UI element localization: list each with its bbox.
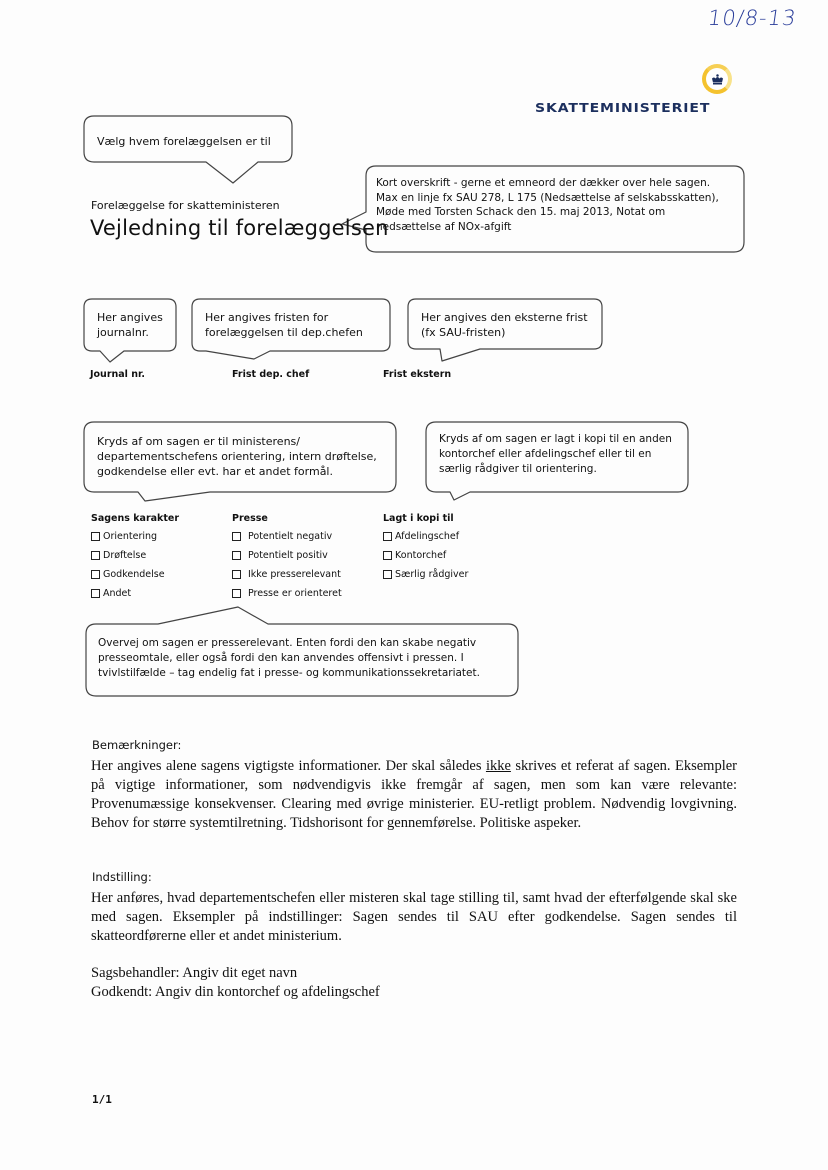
checkbox-godkendelse[interactable] [91,565,179,584]
document-title: Vejledning til forelæggelsen [90,216,389,240]
checkbox-box[interactable] [232,532,241,541]
checkbox-box[interactable] [383,570,392,579]
checkbox-afdelingschef[interactable] [383,527,468,546]
callout-journal-line: Her angives [97,311,163,324]
checkbox-box[interactable] [91,589,100,598]
checkbox-box[interactable] [91,570,100,579]
callout-press-line: presseomtale, eller også fordi den kan anvendes offensivt i pressen. I [98,652,464,664]
callout-journal [97,310,163,340]
callout-character [97,434,377,479]
checkbox-label: Afdelingschef [395,531,460,542]
checkbox-group-heading: Sagens karakter [91,513,180,524]
callout-copy-line: særlig rådgiver til orientering. [439,463,597,475]
checkbox-label: Andet [103,588,132,599]
remarks-emphasis: ikke [485,758,511,774]
remarks-heading: Bemærkninger: [92,738,182,752]
case-officer-line: Sagsbehandler: Angiv dit eget navn [91,965,298,981]
checkbox-group-character [91,513,179,603]
remarks-text: Her angives alene sagens vigtigste informationer. Der skal således [91,758,486,774]
checkbox-group-heading: Lagt i kopi til [383,513,454,524]
field-label-deadline-ext: Frist ekstern [383,369,452,380]
callout-deadline-dep-line: Her angives fristen for [205,311,329,324]
callout-heading [376,176,719,234]
checkbox-ikke-presserelevant[interactable] [232,565,342,584]
checkbox-group-copy [383,513,468,584]
remarks-body [91,757,737,833]
callout-deadline-ext [421,310,588,340]
checkbox-box[interactable] [232,589,241,598]
checkbox-label: Kontorchef [395,550,447,561]
callout-press-line: Overvej om sagen er presserelevant. Enten fordi den kan skabe negativ [98,637,477,649]
checkbox-presse-orienteret[interactable] [232,584,342,603]
checkbox-box[interactable] [232,551,241,560]
checkbox-label: Orientering [103,531,158,542]
ministry-logo-text: SKATTEMINISTERIET [535,100,711,115]
callout-deadline-ext-line: Her angives den eksterne frist [421,311,588,324]
checkbox-label: Godkendelse [103,569,165,580]
checkbox-box[interactable] [91,532,100,541]
checkbox-box[interactable] [383,532,392,541]
checkbox-box[interactable] [91,551,100,560]
checkbox-label: Potentielt positiv [248,550,328,561]
checkbox-label: Potentielt negativ [248,531,333,542]
callout-deadline-ext-line: (fx SAU-fristen) [421,326,506,339]
checkbox-saerlig-raadgiver[interactable] [383,565,468,584]
checkbox-label: Ikke presserelevant [248,569,341,580]
callout-character-line: godkendelse eller evt. har et andet formål. [97,465,333,478]
checkbox-kontorchef[interactable] [383,546,468,565]
approved-line: Godkendt: Angiv din kontorchef og afdelingschef [91,984,380,1000]
page-number: 1/1 [92,1093,112,1106]
recommendation-body: Her anføres, hvad departementschefen eller misteren skal tage stilling til, samt hvad der efterfølgende skal ske med sagen. Eksempler på indstillinger: Sagen sendes til SAU efter godkendelse. Sagen sendes til skatteordførerne eller et andet ministerium. [91,890,737,944]
checkbox-label: Drøftelse [103,550,147,561]
checkbox-potentielt-negativ[interactable] [232,527,342,546]
field-label-deadline-dep: Frist dep. chef [232,369,310,380]
checkbox-potentielt-positiv[interactable] [232,546,342,565]
callout-deadline-dep-line: forelæggelsen til dep.chefen [205,326,363,339]
callout-character-line: departementschefens orientering, intern drøftelse, [97,450,377,463]
callout-press [98,636,480,681]
checkbox-label: Særlig rådgiver [395,569,469,580]
remarks-text: skrives et referat af sagen. Eksempler på vigtige informationer, som nødvendigvis ikke fremgår af sagen, men som kan være relevante: Provenumæssige konsekvenser. Clearing med øvrige ministerier. EU-retligt problem. Nødvendig lovgivning. Behov for større systemtilretning. Tidshorisont for gennemførelse. Politiske aspeker. [91,758,737,831]
checkbox-group-heading: Presse [232,513,268,524]
checkbox-droftelse[interactable] [91,546,179,565]
callout-heading-line: nedsættelse af NOx-afgift [376,220,512,233]
callout-heading-line: Møde med Torsten Schack den 15. maj 2013, Notat om [376,206,666,218]
callout-recipient: Vælg hvem forelæggelsen er til [97,135,271,148]
crown-emblem-icon [702,64,732,94]
checkbox-label: Presse er orienteret [248,588,342,599]
callout-press-line: tvivlstilfælde – tag endelig fat i presse- og kommunikationssekretariatet. [98,667,480,679]
checkbox-group-press [232,513,342,603]
checkbox-box[interactable] [383,551,392,560]
callout-copy-line: kontorchef eller afdelingschef eller til en [439,448,652,460]
callout-character-line: Kryds af om sagen er til ministerens/ [97,435,300,448]
checkbox-andet[interactable] [91,584,179,603]
callout-copy-line: Kryds af om sagen er lagt i kopi til en anden [439,433,672,445]
recommendation-heading: Indstilling: [92,870,152,884]
callout-heading-line: Kort overskrift - gerne et emneord der dækker over hele sagen. [376,177,711,189]
handwritten-date: 10/8-13 [706,6,799,30]
callout-heading-line: Max en linje fx SAU 278, L 175 (Nedsættelse af selskabsskatten), [376,191,719,204]
checkbox-orientering[interactable] [91,527,179,546]
field-label-journal: Journal nr. [90,369,145,380]
checkbox-box[interactable] [232,570,241,579]
callout-journal-line: journalnr. [97,326,149,339]
callout-copy [439,432,672,477]
document-subtitle: Forelæggelse for skatteministeren [91,199,280,212]
callout-deadline-dep [205,310,363,340]
